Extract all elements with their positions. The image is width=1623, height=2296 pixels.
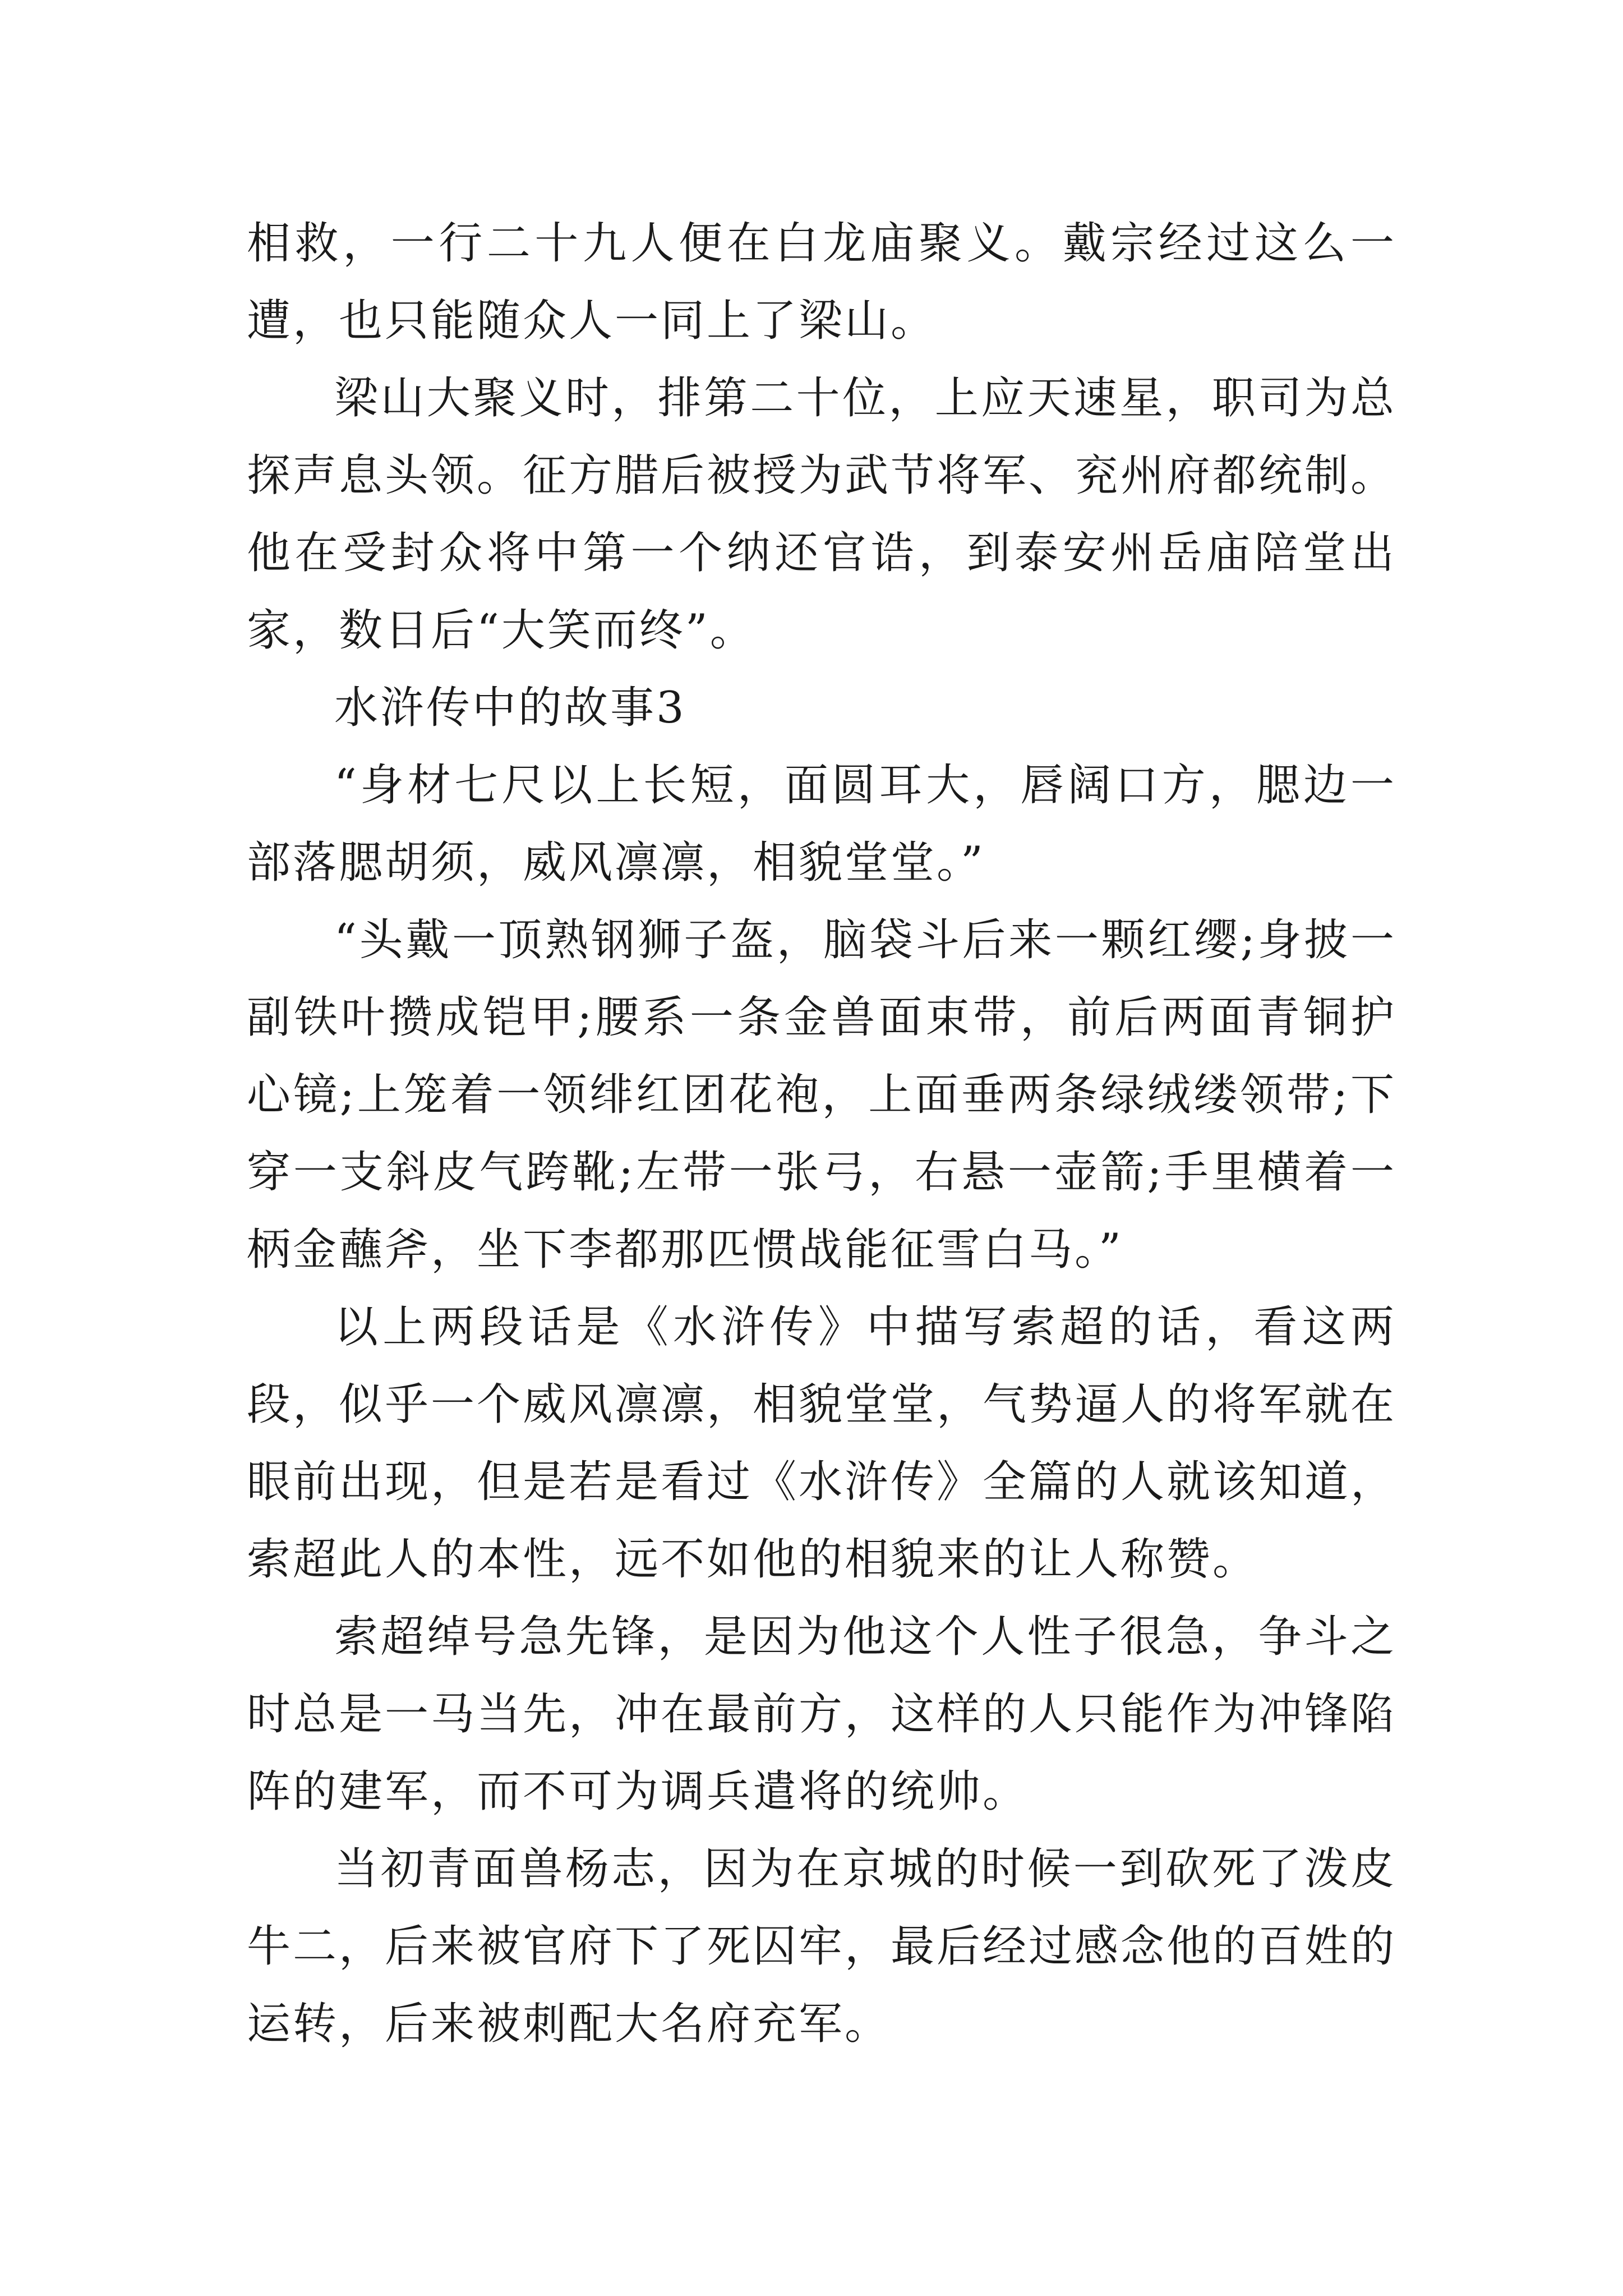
paragraph-continuation: 相救，一行二十九人便在白龙庙聚义。戴宗经过这么一遭，也只能随众人一同上了梁山。	[247, 218, 1396, 346]
quote-paragraph: “身材七尺以上长短，面圆耳大，唇阔口方，腮边一部落腮胡须，威风凛凛，相貌堂堂。”	[247, 760, 1396, 888]
paragraph: 梁山大聚义时，排第二十位，上应天速星，职司为总探声息头领。征方腊后被授为武节将军、兖州府都统制。他在受封众将中第一个纳还官诰，到泰安州岳庙陪堂出家，数日后“大笑而终”。	[247, 373, 1397, 656]
paragraph: 当初青面兽杨志，因为在京城的时候一到砍死了泼皮牛二，后来被官府下了死囚牢，最后经过感念他的百姓的运转，后来被刺配大名府充军。	[247, 1844, 1397, 2049]
document-body	[247, 205, 1396, 2063]
paragraph: 以上两段话是《水浒传》中描写索超的话，看这两段，似乎一个威风凛凛，相貌堂堂，气势逼人的将军就在眼前出现，但是若是看过《水浒传》全篇的人就该知道，索超此人的本性，远不如他的相貌来的让人称赞。	[247, 1302, 1397, 1585]
section-heading: 水浒传中的故事3	[334, 683, 686, 733]
quote-paragraph: “头戴一顶熟钢狮子盔，脑袋斗后来一颗红缨;身披一副铁叶攒成铠甲;腰系一条金兽面束带，前后两面青铜护心镜;上笼着一领绯红团花袍，上面垂两条绿绒缕领带;下穿一支斜皮气跨靴;左带一张弓，右悬一壶箭;手里横着一柄金蘸斧，坐下李都那匹惯战能征雪白马。”	[247, 915, 1396, 1275]
paragraph: 索超绰号急先锋，是因为他这个人性子很急，争斗之时总是一马当先，冲在最前方，这样的人只能作为冲锋陷阵的建军，而不可为调兵遣将的统帅。	[247, 1612, 1397, 1817]
